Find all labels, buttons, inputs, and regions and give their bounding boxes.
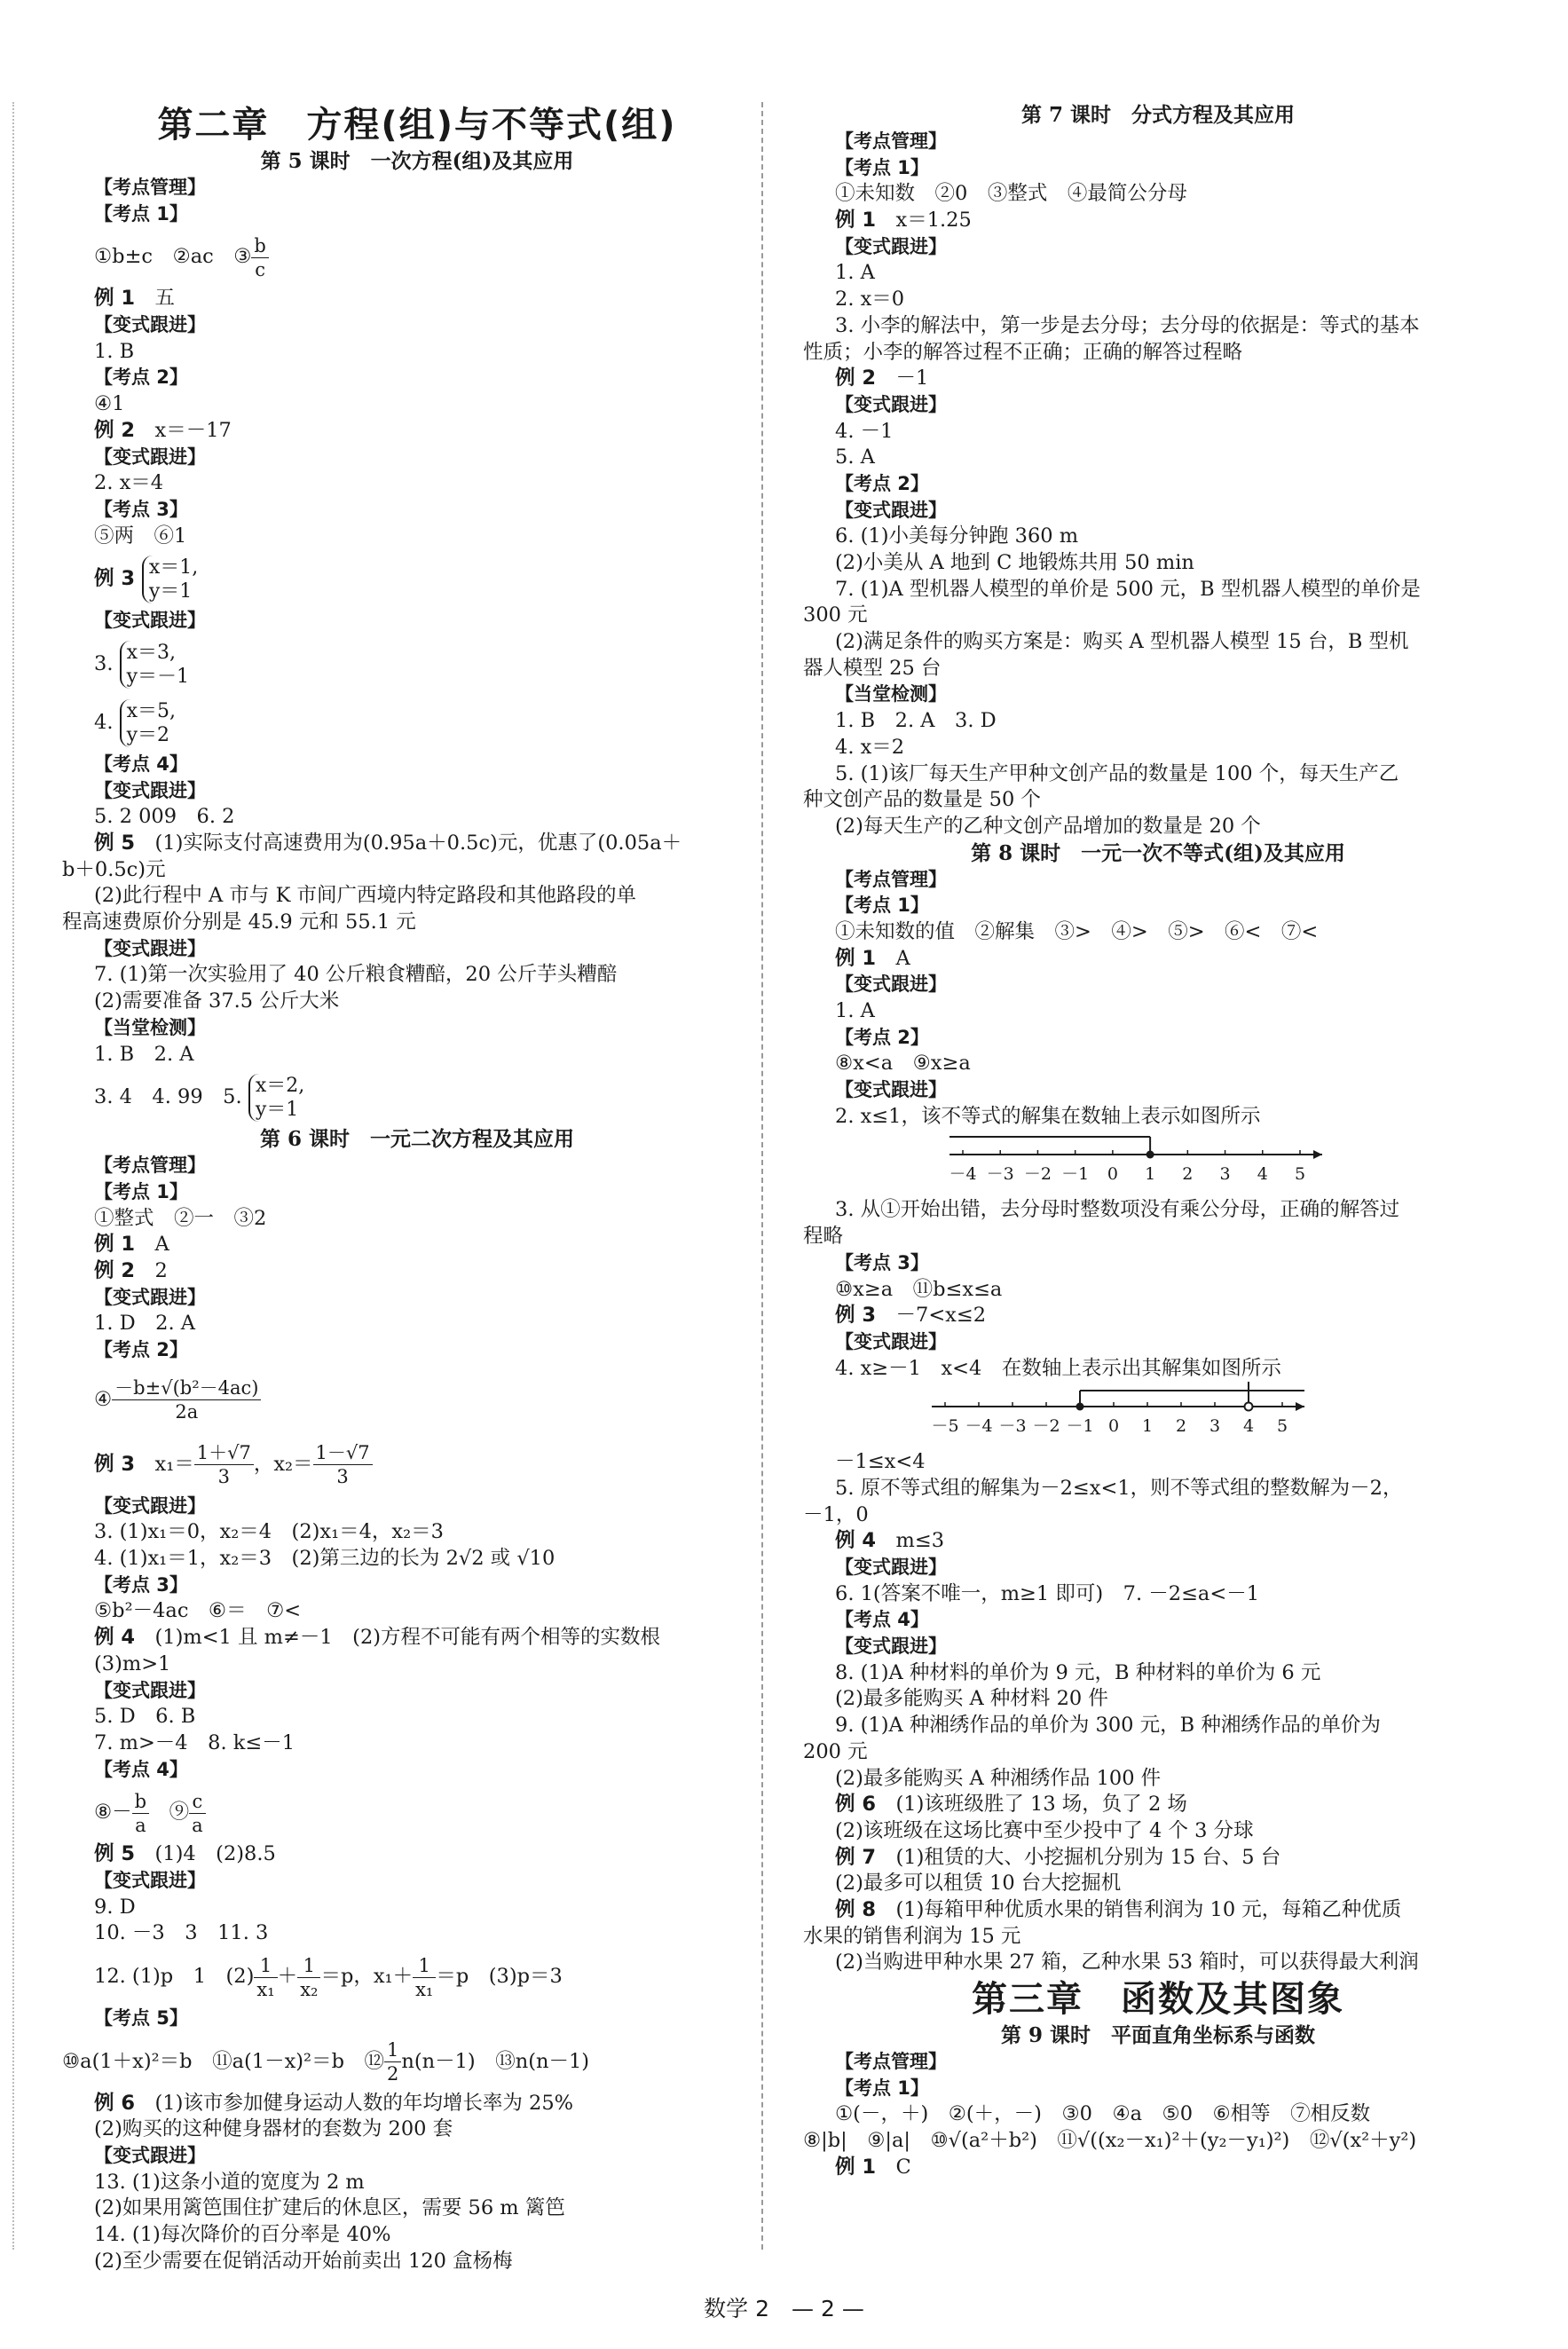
answer-line: ⑩x≥a ⑪b≤x≤a bbox=[835, 1277, 1003, 1301]
section-tag: 【考点 2】 bbox=[94, 367, 188, 389]
tick-label: 1 bbox=[1145, 1164, 1156, 1185]
system-line: x＝3, bbox=[126, 641, 177, 664]
answer-line: (2)该班级在这场比赛中至少投中了 4 个 3 分球 bbox=[835, 1818, 1254, 1842]
equation-system bbox=[248, 1074, 304, 1122]
section-tag: 【变式跟进】 bbox=[835, 1557, 947, 1578]
text: ＝p，x₁＋ bbox=[320, 1965, 414, 1988]
answer-line: 10. －3 3 11. 3 bbox=[94, 1921, 269, 1945]
answer-continuation: 水果的销售利润为 15 元 bbox=[803, 1924, 1021, 1948]
example-label: 例 1 bbox=[835, 946, 876, 970]
example-answer bbox=[803, 1845, 1513, 1872]
answer-line: 5. 原不等式组的解集为－2≤x<1，则不等式组的整数解为－2， bbox=[835, 1476, 1403, 1500]
answer-line: 4. x＝2 bbox=[835, 735, 905, 759]
answer-line: 1. A bbox=[835, 999, 875, 1022]
fraction-line bbox=[62, 1783, 772, 1841]
answer-line: (2)当购进甲种水果 27 箱，乙种水果 53 箱时，可以获得最大利润 bbox=[835, 1951, 1419, 1975]
system-line: x＝1, bbox=[148, 556, 199, 579]
example-label: 例 4 bbox=[94, 1626, 135, 1650]
answer-line: 1. D 2. A bbox=[94, 1312, 196, 1336]
tick-label: －2 bbox=[1023, 1164, 1052, 1185]
section-tag: 【变式跟进】 bbox=[94, 2145, 206, 2167]
tick-label: 4 bbox=[1257, 1164, 1268, 1185]
section-tag: 【变式跟进】 bbox=[835, 499, 947, 521]
text: ＋ bbox=[277, 1965, 298, 1988]
denominator: a bbox=[192, 1814, 203, 1836]
closed-point bbox=[1146, 1151, 1154, 1159]
answer-line: (2)每天生产的乙种文创产品增加的数量是 20 个 bbox=[835, 814, 1261, 838]
section-tag: 【变式跟进】 bbox=[94, 445, 206, 468]
example-text: (1)每箱甲种优质水果的销售利润为 10 元，每箱乙种优质 bbox=[876, 1897, 1402, 1921]
open-point bbox=[1245, 1403, 1253, 1411]
answer-continuation: ⑧|b| ⑨|a| ⑩√(a²＋b²) ⑪√((x₂－x₁)²＋(y₂－y₁)²) ⑫√(x²＋y²) bbox=[803, 2129, 1417, 2153]
equation-system bbox=[142, 556, 198, 603]
fraction-line bbox=[62, 2032, 772, 2091]
answer-line: (2)需要准备 37.5 公斤大米 bbox=[94, 989, 340, 1013]
example-label: 例 2 bbox=[835, 367, 876, 390]
text: 12. (1)p 1 (2) bbox=[94, 1965, 255, 1988]
section-tag: 【变式跟进】 bbox=[94, 1869, 206, 1891]
tick-label: －4 bbox=[965, 1416, 993, 1437]
answer-line: ①(－，＋) ②(＋，－) ③0 ④a ⑤0 ⑥相等 ⑦相反数 bbox=[835, 2102, 1371, 2126]
answer-line: 4. －1 bbox=[835, 419, 894, 443]
answer-line: 1. B bbox=[94, 339, 135, 363]
section-tag: 【考点 3】 bbox=[835, 1251, 929, 1273]
tick-label: －2 bbox=[1032, 1416, 1060, 1437]
denominator: x₁ bbox=[256, 1978, 275, 2000]
section-tag: 【考点 1】 bbox=[94, 1180, 188, 1202]
axis-arrow bbox=[1296, 1402, 1304, 1411]
section-tag: 【考点 4】 bbox=[94, 753, 188, 775]
example-text: x＝－17 bbox=[135, 418, 232, 442]
section-tag: 【考点 1】 bbox=[835, 156, 929, 178]
section-tag: 【考点 3】 bbox=[94, 1573, 188, 1596]
lesson-title: 第 5 课时 一次方程(组)及其应用 bbox=[260, 149, 574, 173]
answer-line: (2)最多能购买 A 种材料 20 件 bbox=[835, 1687, 1108, 1711]
system-answer bbox=[62, 635, 772, 693]
section-tag: 【考点 4】 bbox=[94, 1758, 188, 1780]
system-line: y＝1 bbox=[255, 1099, 299, 1122]
example-label: 例 6 bbox=[835, 1793, 876, 1817]
number-line bbox=[936, 1130, 1327, 1192]
numerator: 1 bbox=[384, 2038, 401, 2062]
quadratic-formula bbox=[62, 1364, 772, 1435]
answer-line: 9. (1)A 种湘绣作品的单价为 300 元，B 种湘绣作品的单价为 bbox=[835, 1714, 1381, 1738]
answer-continuation: 200 元 bbox=[803, 1739, 868, 1763]
tick-label: 3 bbox=[1219, 1164, 1231, 1185]
answer-line: (2)最多能购买 A 种湘绣作品 100 件 bbox=[835, 1766, 1162, 1790]
denominator: 2a bbox=[175, 1401, 199, 1423]
numerator: 1＋√7 bbox=[194, 1441, 254, 1465]
fraction-line bbox=[62, 227, 772, 286]
tick-label: 5 bbox=[1294, 1164, 1306, 1185]
example-label: 例 6 bbox=[94, 2091, 135, 2115]
fraction bbox=[189, 1790, 206, 1837]
lesson-title: 第 8 课时 一元一次不等式(组)及其应用 bbox=[971, 840, 1345, 865]
text: ④ bbox=[94, 1387, 113, 1411]
section-tag: 【考点 5】 bbox=[94, 2007, 188, 2029]
answer-line: －1≤x<4 bbox=[835, 1450, 926, 1474]
example-text: (1)租赁的大、小挖掘机分别为 15 台、5 台 bbox=[876, 1845, 1281, 1869]
answer-line: 3. 小李的解法中，第一步是去分母；去分母的依据是：等式的基本 bbox=[835, 313, 1420, 337]
tick-label: －5 bbox=[931, 1416, 959, 1437]
example-text: A bbox=[135, 1233, 169, 1257]
answer-line: 3. 从①开始出错，去分母时整数项没有乘公分母，正确的解答过 bbox=[835, 1198, 1400, 1222]
example-answer bbox=[803, 1897, 1513, 1924]
answer-line: 5. (1)该厂每天生产甲种文创产品的数量是 100 个，每天生产乙 bbox=[835, 761, 1399, 785]
example-text: x＝1.25 bbox=[876, 209, 972, 233]
example-answer bbox=[62, 1841, 772, 1868]
section-tag: 【变式跟进】 bbox=[94, 1679, 206, 1701]
denominator: a bbox=[135, 1814, 146, 1836]
section-tag: 【考点管理】 bbox=[835, 130, 947, 152]
page-footer: 数学 2 — 2 — bbox=[704, 2296, 864, 2321]
answer-line: 5. A bbox=[835, 445, 875, 469]
tick-label: 2 bbox=[1175, 1416, 1187, 1437]
fraction bbox=[194, 1441, 254, 1488]
closed-point bbox=[1076, 1403, 1084, 1411]
answer-line: 4. x≥－1 x<4 在数轴上表示出其解集如图所示 bbox=[835, 1356, 1281, 1380]
answer-line: (2)最多可以租赁 10 台大挖掘机 bbox=[835, 1872, 1122, 1896]
system-label: 3. 4 4. 99 5. bbox=[94, 1085, 248, 1109]
system-line: x＝2, bbox=[255, 1075, 305, 1098]
answer-continuation: 种文创产品的数量是 50 个 bbox=[803, 788, 1041, 812]
example-text: 2 bbox=[135, 1258, 168, 1282]
system-label: 例 3 bbox=[94, 567, 142, 591]
answer-line: 2. x≤1，该不等式的解集在数轴上表示如图所示 bbox=[835, 1104, 1261, 1128]
section-tag: 【变式跟进】 bbox=[94, 937, 206, 959]
answer-line: 13. (1)这条小道的宽度为 2 m bbox=[94, 2170, 365, 2194]
tick-label: －1 bbox=[1061, 1164, 1090, 1185]
answer-line: 9. D bbox=[94, 1895, 136, 1919]
section-tag: 【当堂检测】 bbox=[94, 1016, 206, 1038]
example-answer bbox=[803, 208, 1513, 234]
lesson-title: 第 7 课时 分式方程及其应用 bbox=[1020, 103, 1296, 127]
tick-label: 0 bbox=[1107, 1416, 1120, 1437]
chapter-title: 第二章 方程(组)与不等式(组) bbox=[157, 105, 677, 146]
tick-label: 0 bbox=[1107, 1164, 1118, 1185]
denominator: 3 bbox=[336, 1466, 349, 1488]
example-text: C bbox=[876, 2155, 911, 2179]
answer-continuation: 300 元 bbox=[803, 603, 868, 627]
example-label: 例 3 bbox=[94, 1452, 155, 1476]
numerator: 1 bbox=[413, 1954, 436, 1978]
fraction bbox=[384, 2038, 401, 2085]
example-label: 例 5 bbox=[94, 1842, 135, 1866]
text: x₁＝ bbox=[154, 1452, 194, 1476]
answer-line: ①整式 ②一 ③2 bbox=[94, 1206, 267, 1230]
section-tag: 【变式跟进】 bbox=[835, 973, 947, 996]
section-tag: 【变式跟进】 bbox=[94, 1494, 206, 1517]
chapter-title: 第三章 函数及其图象 bbox=[972, 1979, 1344, 2020]
answer-line: (2)小美从 A 地到 C 地锻炼共用 50 min bbox=[835, 551, 1194, 574]
example-answer bbox=[62, 418, 772, 445]
example-text: －7<x≤2 bbox=[876, 1304, 987, 1328]
answer-line: ⑧x<a ⑨x≥a bbox=[835, 1052, 971, 1076]
numerator: 1 bbox=[297, 1954, 320, 1978]
section-tag: 【变式跟进】 bbox=[94, 314, 206, 336]
tick-label: －3 bbox=[998, 1416, 1027, 1437]
denominator: x₁ bbox=[415, 1978, 434, 2000]
answer-line: 5. 2 009 6. 2 bbox=[94, 805, 235, 829]
answer-line: ④1 bbox=[94, 392, 125, 416]
system-line: x＝5, bbox=[126, 699, 177, 722]
answer-continuation: 性质；小李的解答过程不正确；正确的解答过程略 bbox=[803, 340, 1243, 364]
example-text: －1 bbox=[876, 367, 929, 390]
section-tag: 【考点管理】 bbox=[94, 1155, 206, 1177]
example-label: 例 2 bbox=[94, 418, 135, 442]
fraction bbox=[112, 1376, 261, 1423]
system-label: 4. bbox=[94, 710, 120, 734]
numerator: －b±√(b²－4ac) bbox=[112, 1376, 261, 1400]
example-answer bbox=[62, 1232, 772, 1258]
example-answer bbox=[62, 1625, 772, 1651]
example-answer bbox=[62, 1435, 772, 1494]
section-tag: 【变式跟进】 bbox=[94, 779, 206, 801]
fraction bbox=[313, 1441, 373, 1488]
fraction bbox=[132, 1790, 149, 1837]
answer-continuation: 程略 bbox=[803, 1225, 844, 1249]
fraction bbox=[413, 1954, 436, 2001]
section-tag: 【考点管理】 bbox=[835, 868, 947, 890]
numerator: b bbox=[251, 234, 268, 258]
section-tag: 【考点 2】 bbox=[94, 1339, 188, 1360]
section-tag: 【当堂检测】 bbox=[835, 683, 947, 705]
example-label: 例 2 bbox=[94, 1258, 135, 1282]
system-line: y＝1 bbox=[148, 580, 193, 603]
answer-line: (2)如果用篱笆围住扩建后的休息区，需要 56 m 篱笆 bbox=[94, 2196, 565, 2220]
answer-line: (2)至少需要在促销活动开始前卖出 120 盒杨梅 bbox=[94, 2249, 513, 2273]
example-label: 例 3 bbox=[835, 1304, 876, 1328]
answer-line: 6. 1(答案不唯一，m≥1 即可) 7. －2≤a<－1 bbox=[835, 1581, 1260, 1605]
system-line: y＝－1 bbox=[126, 665, 190, 688]
equation-system bbox=[120, 641, 189, 689]
example-answer bbox=[803, 1792, 1513, 1818]
text: n(n－1) ⑬n(n－1) bbox=[401, 2049, 590, 2073]
answer-line: 14. (1)每次降价的百分率是 40% bbox=[94, 2223, 391, 2247]
section-tag: 【考点 4】 bbox=[835, 1609, 929, 1631]
answer-line: (2)此行程中 A 市与 K 市间广西境内特定路段和其他路段的单 bbox=[94, 884, 637, 908]
tick-label: －3 bbox=[986, 1164, 1014, 1185]
system-answer bbox=[62, 693, 772, 752]
example-text: m≤3 bbox=[876, 1529, 945, 1553]
section-tag: 【考点 1】 bbox=[835, 2077, 929, 2099]
example-text: (1)实际支付高速费用为(0.95a＋0.5c)元，优惠了(0.05a＋ bbox=[135, 832, 682, 855]
example-label: 例 1 bbox=[835, 2155, 876, 2179]
answer-line: 5. D 6. B bbox=[94, 1705, 196, 1729]
section-tag: 【考点 2】 bbox=[835, 472, 929, 494]
equation-system bbox=[120, 699, 176, 747]
system-line: y＝2 bbox=[126, 723, 170, 746]
section-tag: 【考点 1】 bbox=[835, 895, 929, 917]
numerator: 1 bbox=[254, 1954, 277, 1978]
example-answer bbox=[803, 2155, 1513, 2181]
example-answer bbox=[62, 831, 772, 857]
denominator: x₂ bbox=[300, 1978, 319, 2000]
lesson-title: 第 9 课时 平面直角坐标系与函数 bbox=[1000, 2023, 1316, 2047]
answer-line: 3. (1)x₁＝0，x₂＝4 (2)x₁＝4，x₂＝3 bbox=[94, 1520, 444, 1544]
example-text: (1)该市参加健身运动人数的年均增长率为 25% bbox=[135, 2091, 574, 2115]
text: ，x₂＝ bbox=[253, 1452, 313, 1476]
section-tag: 【变式跟进】 bbox=[835, 1636, 947, 1658]
answer-line: 7. (1)第一次实验用了 40 公斤粮食糟醅，20 公斤芋头糟醅 bbox=[94, 963, 618, 987]
example-text: (1)4 (2)8.5 bbox=[135, 1842, 276, 1866]
answer-line: ⑤两 ⑥1 bbox=[94, 524, 187, 548]
tick-label: 5 bbox=[1276, 1416, 1288, 1437]
section-tag: 【考点 1】 bbox=[94, 202, 188, 225]
answer-line: ⑤b²－4ac ⑥＝ ⑦< bbox=[94, 1599, 302, 1623]
denominator: c bbox=[255, 258, 265, 280]
example-label: 例 4 bbox=[835, 1529, 876, 1553]
section-tag: 【变式跟进】 bbox=[835, 235, 947, 257]
left-column bbox=[62, 102, 772, 2275]
example-label: 例 7 bbox=[835, 1845, 876, 1869]
text: ⑨ bbox=[149, 1801, 190, 1825]
text: ⑧－ bbox=[94, 1801, 132, 1825]
answer-line: 1. A bbox=[835, 261, 875, 285]
left-dotted-edge bbox=[12, 102, 14, 2250]
example-label: 例 8 bbox=[835, 1897, 876, 1921]
answer-line: ①未知数的值 ②解集 ③> ④> ⑤> ⑥< ⑦< bbox=[835, 919, 1319, 943]
text: ①b±c ②ac ③ bbox=[94, 245, 252, 269]
section-tag: 【变式跟进】 bbox=[94, 610, 206, 632]
tick-label: －4 bbox=[949, 1164, 977, 1185]
number-line bbox=[918, 1382, 1309, 1444]
right-column bbox=[803, 102, 1513, 2180]
example-text: 五 bbox=[135, 287, 176, 311]
text: ⑩a(1＋x)²＝b ⑪a(1－x)²＝b ⑫ bbox=[62, 2049, 384, 2073]
numerator: 1－√7 bbox=[313, 1441, 373, 1465]
numerator: b bbox=[132, 1790, 149, 1814]
example-label: 例 5 bbox=[94, 832, 135, 855]
answer-line: 1. B 2. A 3. D bbox=[835, 709, 997, 733]
example-answer bbox=[62, 286, 772, 312]
fraction-line bbox=[62, 1947, 772, 2006]
answer-line: 7. m>－4 8. k≤－1 bbox=[94, 1730, 295, 1754]
section-tag: 【变式跟进】 bbox=[835, 1079, 947, 1101]
answer-line: ①未知数 ②0 ③整式 ④最简公分母 bbox=[835, 182, 1187, 206]
axis-arrow bbox=[1313, 1150, 1322, 1159]
system-answer bbox=[62, 1068, 772, 1126]
example-text: (1)m<1 且 m≠－1 (2)方程不可能有两个相等的实数根 bbox=[135, 1626, 661, 1650]
example-label: 例 1 bbox=[94, 287, 135, 311]
column-divider bbox=[761, 102, 763, 2250]
answer-line: (2)购买的这种健身器材的套数为 200 套 bbox=[94, 2117, 453, 2141]
numerator: c bbox=[189, 1790, 206, 1814]
example-text: (1)该班级胜了 13 场，负了 2 场 bbox=[876, 1793, 1187, 1817]
system-label: 3. bbox=[94, 651, 120, 675]
example-label: 例 1 bbox=[835, 209, 876, 233]
example-answer bbox=[62, 1258, 772, 1285]
number-line-figure bbox=[803, 1130, 1513, 1197]
answer-line: 4. (1)x₁＝1，x₂＝3 (2)第三边的长为 2√2 或 √10 bbox=[94, 1547, 555, 1571]
section-tag: 【考点管理】 bbox=[835, 2051, 947, 2072]
tick-label: 2 bbox=[1182, 1164, 1194, 1185]
fraction bbox=[297, 1954, 320, 2001]
example-label: 例 1 bbox=[94, 1233, 135, 1257]
answer-line: 6. (1)小美每分钟跑 360 m bbox=[835, 524, 1079, 548]
answer-line: 1. B 2. A bbox=[94, 1042, 194, 1066]
denominator: 3 bbox=[217, 1466, 230, 1488]
answer-continuation: b＋0.5c)元 bbox=[62, 857, 166, 881]
answer-line: 8. (1)A 种材料的单价为 9 元，B 种材料的单价为 6 元 bbox=[835, 1660, 1321, 1684]
section-tag: 【变式跟进】 bbox=[835, 393, 947, 415]
denominator: 2 bbox=[386, 2063, 399, 2085]
lesson-title: 第 6 课时 一元二次方程及其应用 bbox=[259, 1127, 575, 1152]
section-tag: 【考点 2】 bbox=[835, 1026, 929, 1048]
example-answer bbox=[803, 1303, 1513, 1329]
section-tag: 【考点 3】 bbox=[94, 498, 188, 520]
section-tag: 【变式跟进】 bbox=[94, 1286, 206, 1308]
fraction bbox=[254, 1954, 277, 2001]
system-answer bbox=[62, 549, 772, 608]
tick-label: 1 bbox=[1141, 1416, 1154, 1437]
example-text: A bbox=[876, 946, 910, 970]
answer-line: 2. x＝0 bbox=[835, 288, 905, 311]
answer-line: (3)m>1 bbox=[94, 1651, 171, 1675]
tick-label: 4 bbox=[1242, 1416, 1255, 1437]
number-line-figure bbox=[803, 1382, 1513, 1449]
example-answer bbox=[803, 946, 1513, 973]
example-answer bbox=[803, 1528, 1513, 1555]
answer-continuation: －1，0 bbox=[803, 1502, 869, 1526]
answer-line: 2. x＝4 bbox=[94, 471, 164, 495]
section-tag: 【变式跟进】 bbox=[835, 1330, 947, 1352]
section-tag: 【考点管理】 bbox=[94, 177, 206, 198]
tick-label: －1 bbox=[1066, 1416, 1094, 1437]
answer-line: 7. (1)A 型机器人模型的单价是 500 元，B 型机器人模型的单价是 bbox=[835, 577, 1421, 601]
fraction bbox=[251, 234, 268, 281]
answer-continuation: 器人模型 25 台 bbox=[803, 656, 942, 680]
answer-continuation: 程高速费原价分别是 45.9 元和 55.1 元 bbox=[62, 910, 416, 934]
tick-label: 3 bbox=[1209, 1416, 1221, 1437]
answer-line: (2)满足条件的购买方案是：购买 A 型机器人模型 15 台，B 型机 bbox=[835, 630, 1409, 654]
text: ＝p (3)p＝3 bbox=[436, 1965, 563, 1988]
example-answer bbox=[803, 366, 1513, 392]
example-answer bbox=[62, 2091, 772, 2117]
